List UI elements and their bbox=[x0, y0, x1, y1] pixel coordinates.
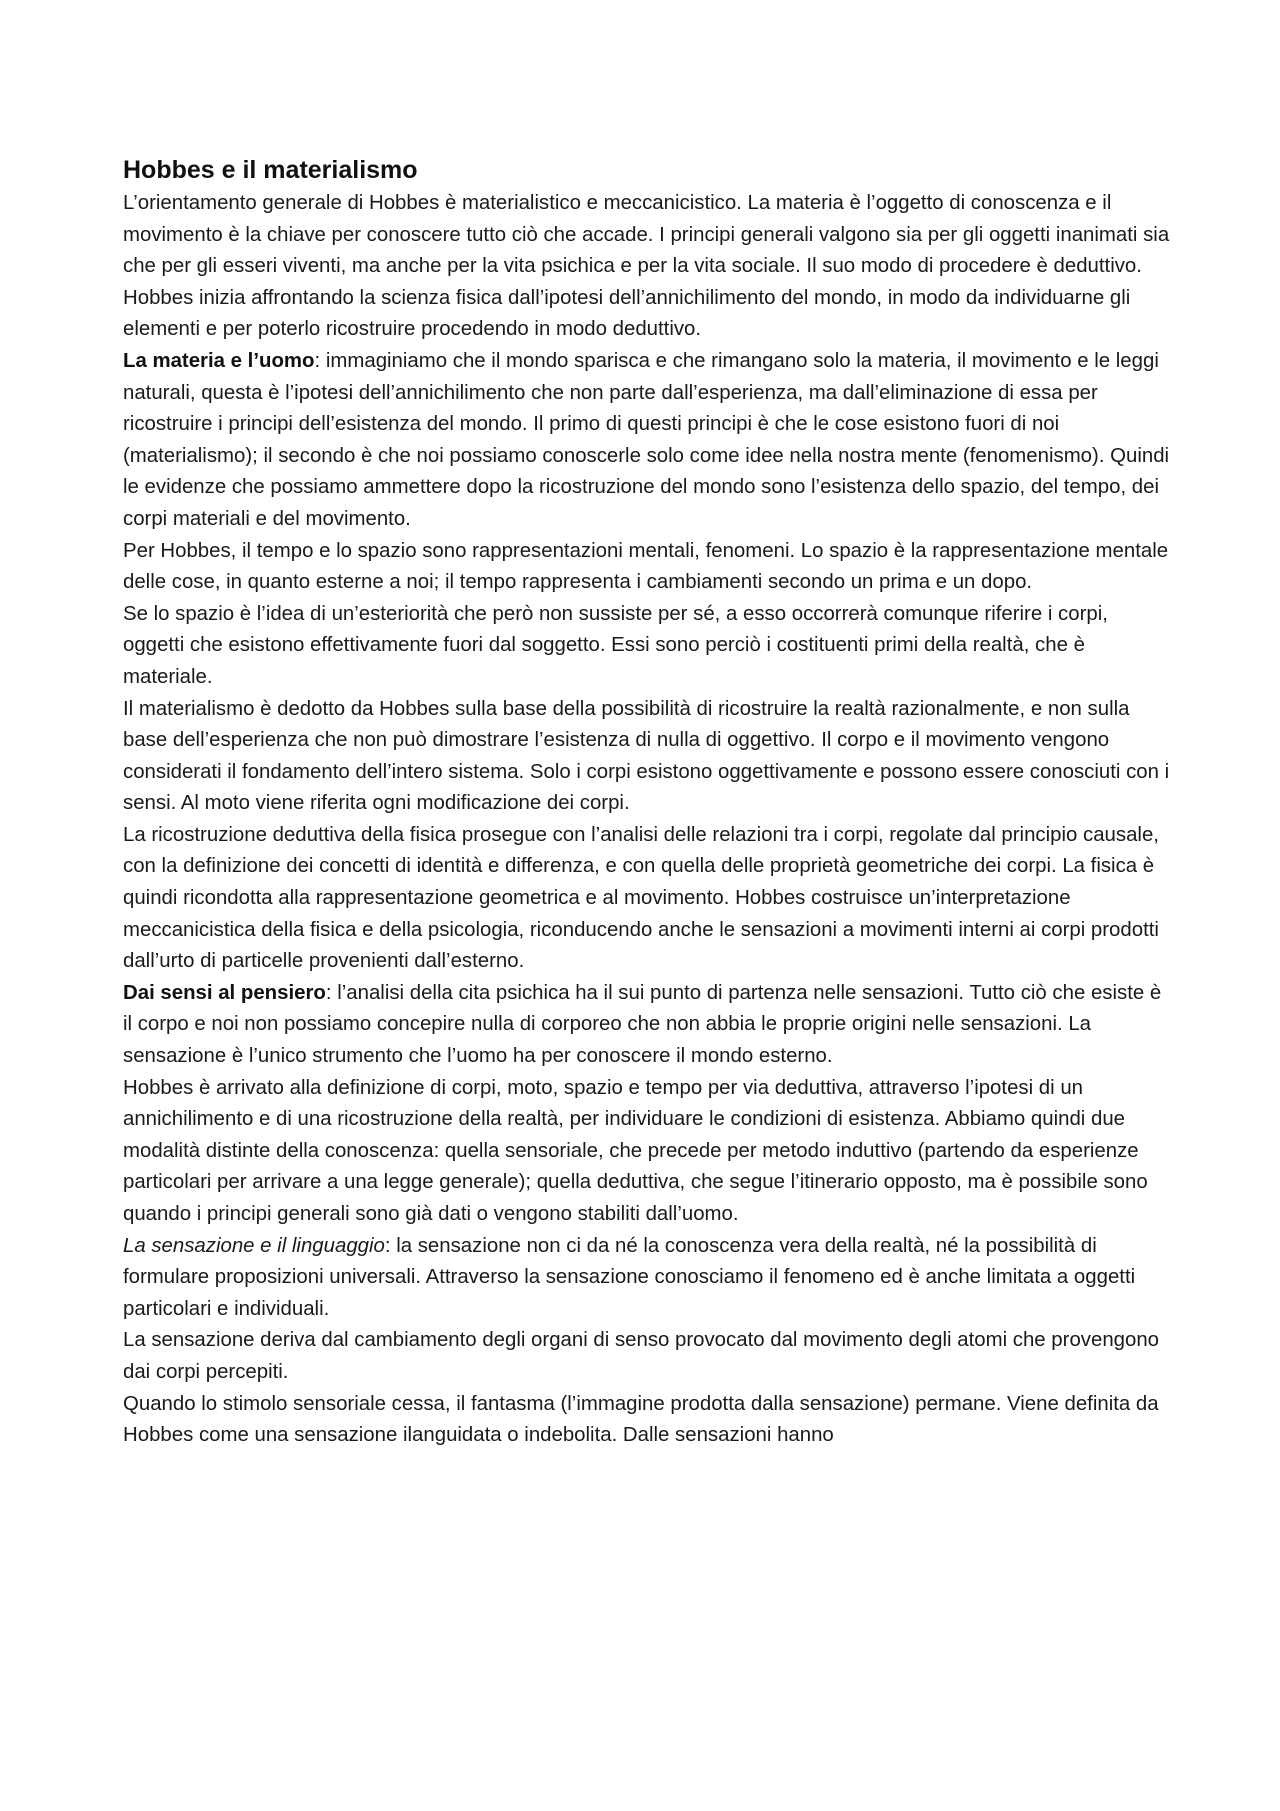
paragraph-text: La sensazione deriva dal cambiamento degli organi di senso provocato dal movimento degli atomi che provengono dai corpi percepiti. bbox=[123, 1329, 1160, 1383]
paragraph-tempo-spazio bbox=[123, 536, 1173, 599]
paragraph-materialismo-dedotto bbox=[123, 694, 1173, 820]
paragraph-orientamento bbox=[123, 188, 1173, 283]
paragraph-text: Se lo spazio è l’idea di un’esteriorità che però non sussiste per sé, a esso occorrerà comunque riferire i corpi, oggetti che esistono effettivamente fuori dal soggetto. Essi sono perciò i costituenti primi della realtà, che è materiale. bbox=[123, 602, 1108, 688]
section-heading-materia-uomo: La materia e l’uomo bbox=[123, 349, 315, 372]
paragraph-organi-senso bbox=[123, 1325, 1173, 1388]
paragraph-text: L’orientamento generale di Hobbes è materialistico e meccanicistico. La materia è l’oggetto di conoscenza e il movimento è la chiave per conoscere tutto ciò che accade. I principi generali valgono sia per gli oggetti inanimati sia che per gli esseri viventi, ma anche per la vita psichica e per la vita sociale. Il suo modo di procedere è deduttivo. bbox=[123, 192, 1170, 278]
paragraph-text: Hobbes è arrivato alla definizione di corpi, moto, spazio e tempo per via deduttiva, attraverso l’ipotesi di un annichilimento e di una ricostruzione della realtà, per individuare le condizioni di esistenza. Abbiamo quindi due modalità distinte della conoscenza: quella sensoriale, che precede per metodo induttivo (partendo da esperienze particolari per arrivare a una legge generale); quella deduttiva, che segue l’itinerario opposto, ma è possibile sono quando i principi generali sono già dati o vengono stabiliti dall’uomo. bbox=[123, 1076, 1148, 1225]
paragraph-text: La ricostruzione deduttiva della fisica prosegue con l’analisi delle relazioni tra i corpi, regolate dal principio causale, con la definizione dei concetti di identità e differenza, e con quella delle proprietà geometriche dei corpi. La fisica è quindi ricondotta alla rappresentazione geometrica e al movimento. Hobbes costruisce un’interpretazione meccanicistica della fisica e della psicologia, riconducendo anche le sensazioni a movimenti interni ai corpi prodotti dall’urto di particelle provenienti dall’esterno. bbox=[123, 823, 1159, 973]
paragraph-annichilimento bbox=[123, 283, 1173, 346]
paragraph-sensi-pensiero bbox=[123, 978, 1173, 1073]
paragraph-esteriorita bbox=[123, 599, 1173, 694]
document-title: Hobbes e il materialismo bbox=[123, 156, 418, 184]
paragraph-fantasma bbox=[123, 1389, 1173, 1452]
paragraph-text: Hobbes inizia affrontando la scienza fisica dall’ipotesi dell’annichilimento del mondo, in modo da individuarne gli elementi e per poterlo ricostruire procedendo in modo deduttivo. bbox=[123, 286, 1131, 341]
section-heading-sensazione-linguaggio: La sensazione e il linguaggio bbox=[123, 1234, 385, 1257]
paragraph-text: Quando lo stimolo sensoriale cessa, il fantasma (l’immagine prodotta dalla sensazione) permane. Viene definita da Hobbes come una sensazione ilanguidata o indebolita. Dalle sensazioni hanno bbox=[123, 1392, 1159, 1447]
section-heading-sensi-pensiero: Dai sensi al pensiero bbox=[123, 981, 326, 1004]
document-page bbox=[123, 152, 1173, 1452]
paragraph-text: : immaginiamo che il mondo sparisca e che rimangano solo la materia, il movimento e le leggi naturali, questa è l’ipotesi dell’annichilimento che non parte dall’esperienza, ma dall’eliminazione di essa per ricostruire i principi dell’esistenza del mondo. Il primo di questi principi è che le cose esistono fuori di noi (materialismo); il secondo è che noi possiamo conoscerle solo come idee nella nostra mente (fenomenismo). Quindi le evidenze che possiamo ammettere dopo la ricostruzione del mondo sono l’esistenza dello spazio, del tempo, dei corpi materiali e del movimento. bbox=[123, 349, 1170, 530]
paragraph-ricostruzione-fisica bbox=[123, 820, 1173, 978]
paragraph-modalita-conoscenza bbox=[123, 1073, 1173, 1231]
paragraph-text: : l’analisi della cita psichica ha il sui punto di partenza nelle sensazioni. Tutto ciò che esiste è il corpo e noi non possiamo concepire nulla di corporeo che non abbia le proprie origini nelle sensazioni. La sensazione è l’unico strumento che l’uomo ha per conoscere il mondo esterno. bbox=[123, 981, 1162, 1068]
paragraph-sensazione-linguaggio bbox=[123, 1231, 1173, 1326]
paragraph-materia-uomo bbox=[123, 346, 1173, 536]
paragraph-text: : la sensazione non ci da né la conoscenza vera della realtà, né la possibilità di formulare proposizioni universali. Attraverso la sensazione conosciamo il fenomeno ed è anche limitata a oggetti particolari e individuali. bbox=[123, 1234, 1136, 1320]
paragraph-text: Il materialismo è dedotto da Hobbes sulla base della possibilità di ricostruire la realtà razionalmente, e non sulla base dell’esperienza che non può dimostrare l’esistenza di nulla di oggettivo. Il corpo e il movimento vengono considerati il fondamento dell’intero sistema. Solo i corpi esistono oggettivamente e possono essere conosciuti con i sensi. Al moto viene riferita ogni modificazione dei corpi. bbox=[123, 697, 1170, 815]
paragraph-text: Per Hobbes, il tempo e lo spazio sono rappresentazioni mentali, fenomeni. Lo spazio è la rappresentazione mentale delle cose, in quanto esterne a noi; il tempo rappresenta i cambiamenti secondo un prima e un dopo. bbox=[123, 539, 1169, 594]
